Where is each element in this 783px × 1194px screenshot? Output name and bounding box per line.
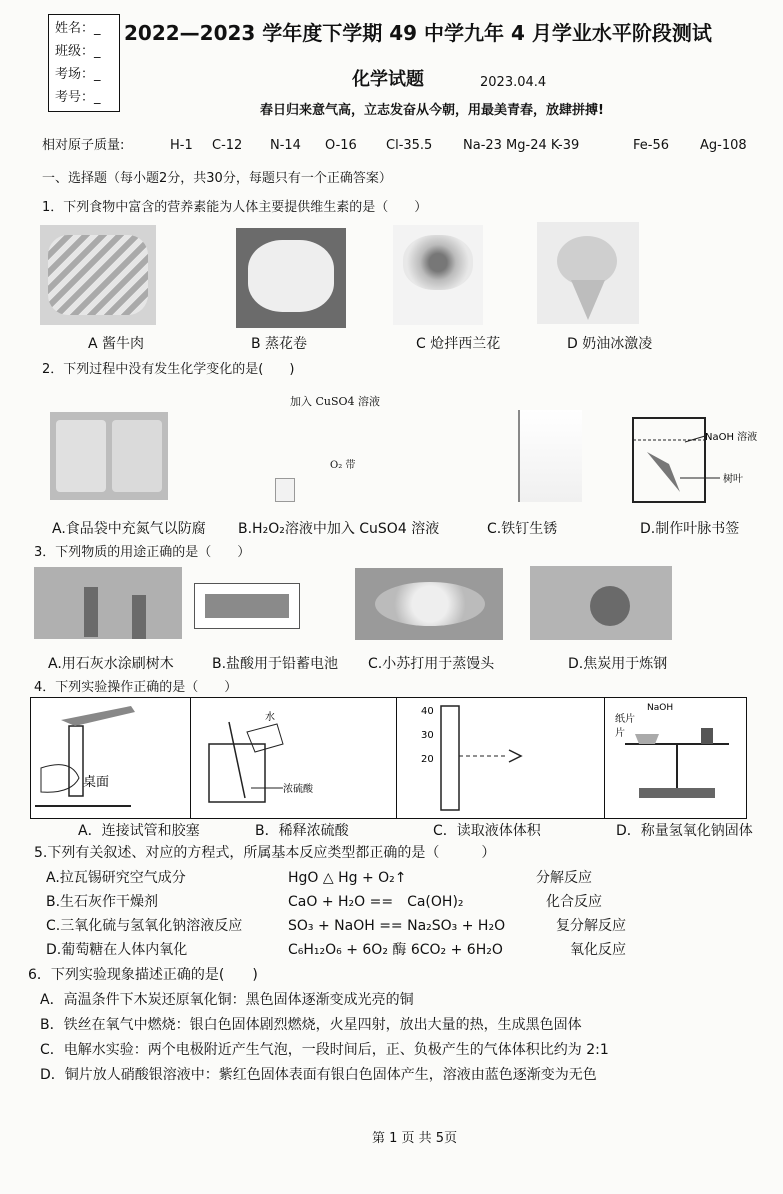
q3-option-c: C.小苏打用于蒸馒头 — [368, 656, 495, 672]
paper-label: 纸片 — [615, 714, 635, 725]
leaf-beaker-diagram — [625, 412, 765, 508]
q5-d-desc: D.葡萄糖在人体内氧化 — [46, 942, 188, 958]
desk-label: 桌面 — [83, 775, 110, 790]
question-1-stem: 1．下列食物中富含的营养素能为人体主要提供维生素的是（ ） — [42, 200, 428, 215]
question-5-stem: 5.下列有关叙述、对应的方程式，所属基本反应类型都正确的是（ ） — [34, 845, 496, 861]
battery-image — [194, 583, 300, 629]
ice-cream-image — [537, 222, 639, 324]
test-tube-shape — [69, 726, 83, 796]
paper-label-char: 片 — [615, 728, 625, 739]
q5-c-desc: C.三氧化硫与氢氧化钠溶液反应 — [46, 918, 243, 934]
atomic-mass-na-mg-k: Na-23 Mg-24 K-39 — [463, 138, 580, 153]
balance-diagram — [605, 698, 745, 816]
test-tube-stopper-diagram — [31, 698, 190, 816]
naoh-label: NaOH — [647, 703, 674, 713]
exam-title: 2022—2023 学年度下学期 49 中学九年 4 月学业水平阶段测试 — [124, 21, 712, 45]
water-label: 水 — [265, 712, 275, 723]
steamed-roll-image — [236, 228, 346, 328]
q4-cell-c — [397, 698, 605, 818]
q6-option-a: A．高温条件下木炭还原氧化铜：黑色固体逐渐变成光亮的铜 — [40, 992, 414, 1008]
leaf-label: 树叶 — [723, 474, 743, 485]
atomic-mass-n: N-14 — [270, 138, 301, 153]
broccoli-image — [393, 225, 483, 325]
q6-option-b: B．铁丝在氧气中燃烧：银白色固体剧烈燃烧，火星四射，放出大量的热，生成黑色固体 — [40, 1017, 582, 1033]
q6-option-d: D．铜片放人硝酸银溶液中：紫红色固体表面有银白色固体产生，溶液由蓝色逐渐变为无色 — [40, 1067, 597, 1083]
q3-option-b: B.盐酸用于铅蓄电池 — [212, 656, 339, 672]
atomic-mass-c: C-12 — [212, 138, 243, 153]
left-pan — [635, 734, 659, 744]
name-field-label: 姓名：_ — [55, 21, 101, 36]
food-bag-image — [50, 412, 168, 500]
q5-a-desc: A.拉瓦锡研究空气成分 — [46, 870, 186, 886]
q1-option-b: B 蒸花卷 — [251, 336, 308, 352]
cuso4-label: 加入 CuSO4 溶液 — [290, 395, 381, 408]
q6-option-c: C．电解水实验：两个电极附近产生气泡，一段时间后，正、负极产生的气体体积比约为 2:1 — [40, 1042, 609, 1058]
q4-option-b: B．稀释浓硫酸 — [255, 823, 349, 839]
atomic-mass-cl: Cl-35.5 — [386, 138, 433, 153]
q2-option-a: A.食品袋中充氮气以防腐 — [52, 521, 206, 537]
tick-30: 30 — [421, 730, 434, 741]
question-2-stem: 2．下列过程中没有发生化学变化的是( ) — [42, 362, 295, 377]
tree-image — [34, 567, 182, 639]
dilution-diagram — [191, 698, 396, 816]
q5-b-type: 化合反应 — [546, 894, 602, 910]
class-field-label: 班级：_ — [55, 44, 101, 59]
naoh-pointer — [685, 436, 705, 442]
q1-option-c: C 炝拌西兰花 — [416, 336, 501, 352]
eye-icon — [509, 750, 521, 762]
acid-label: 浓硫酸 — [283, 784, 313, 795]
q2-option-c: C.铁钉生锈 — [487, 521, 558, 537]
question-4-stem: 4．下列实验操作正确的是（ ） — [34, 680, 238, 695]
q5-b-equation: CaO + H₂O == Ca(OH)₂ — [288, 894, 464, 910]
section-heading: 一、选择题（每小题2分，共30分，每题只有一个正确答案） — [42, 171, 392, 186]
steamed-bun-image — [355, 568, 503, 640]
q4-cell-d — [605, 698, 745, 818]
leaf-shape — [647, 452, 680, 492]
tick-20: 20 — [421, 754, 434, 765]
motto: 春日归来意气高，立志发奋从今朝，用最美青春，放肆拼搏! — [260, 103, 604, 118]
tick-40: 40 — [421, 706, 434, 717]
subject-title: 化学试题 — [352, 69, 424, 90]
q5-a-equation: HgO △ Hg + O₂↑ — [288, 870, 407, 886]
graduated-cylinder — [441, 706, 459, 810]
room-field-label: 考场：_ — [55, 67, 101, 82]
exam-date: 2023.04.4 — [480, 75, 547, 90]
q4-option-d: D．称量氢氧化钠固体 — [616, 823, 753, 839]
beaker-outline — [633, 418, 705, 502]
q4-cell-a — [31, 698, 191, 818]
q5-d-equation: C₆H₁₂O₆ + 6O₂ 酶 6CO₂ + 6H₂O — [288, 942, 503, 958]
hand-shape — [41, 765, 79, 793]
atomic-mass-ag: Ag-108 — [700, 138, 747, 153]
student-info-box — [48, 14, 120, 112]
question-3-stem: 3．下列物质的用途正确的是（ ） — [34, 545, 251, 560]
weight-block — [701, 728, 713, 744]
q1-option-d: D 奶油冰激凌 — [567, 336, 653, 352]
steelmaking-image — [530, 566, 672, 640]
atomic-mass-h: H-1 — [170, 138, 193, 153]
test-tube-icon — [275, 478, 295, 502]
page-number: 第 1 页 共 5页 — [372, 1131, 458, 1146]
q4-diagram-panel — [30, 697, 747, 819]
exam-number-label: 考号：_ — [55, 90, 101, 105]
q5-c-equation: SO₃ + NaOH == Na₂SO₃ + H₂O — [288, 918, 506, 934]
q4-cell-b — [191, 698, 397, 818]
q5-a-type: 分解反应 — [536, 870, 592, 886]
stopper-shape — [61, 706, 135, 726]
atomic-mass-o: O-16 — [325, 138, 357, 153]
balance-base — [639, 788, 715, 798]
q4-option-c: C．读取液体体积 — [433, 823, 541, 839]
q4-option-a: A．连接试管和胶塞 — [78, 823, 200, 839]
beef-image — [40, 225, 156, 325]
glass-rod — [229, 722, 245, 798]
atomic-mass-fe: Fe-56 — [633, 138, 669, 153]
q5-d-type: 氧化反应 — [570, 942, 626, 958]
q3-option-a: A.用石灰水涂刷树木 — [48, 656, 174, 672]
q3-option-d: D.焦炭用于炼钢 — [568, 656, 668, 672]
beaker-shape — [209, 744, 265, 802]
q2-option-b: B.H₂O₂溶液中加入 CuSO4 溶液 — [238, 521, 440, 537]
naoh-label: NaOH 溶液 — [705, 432, 758, 443]
q5-c-type: 复分解反应 — [556, 918, 626, 934]
o2-label: O₂ 带 — [330, 460, 356, 471]
q2-option-d: D.制作叶脉书签 — [640, 521, 740, 537]
rusting-nail-image — [518, 410, 582, 502]
q5-b-desc: B.生石灰作干燥剂 — [46, 894, 159, 910]
atomic-mass-label: 相对原子质量: — [42, 138, 125, 153]
cylinder-reading-diagram — [397, 698, 604, 816]
question-6-stem: 6．下列实验现象描述正确的是( ) — [28, 967, 258, 983]
q1-option-a: A 酱牛肉 — [88, 336, 145, 352]
